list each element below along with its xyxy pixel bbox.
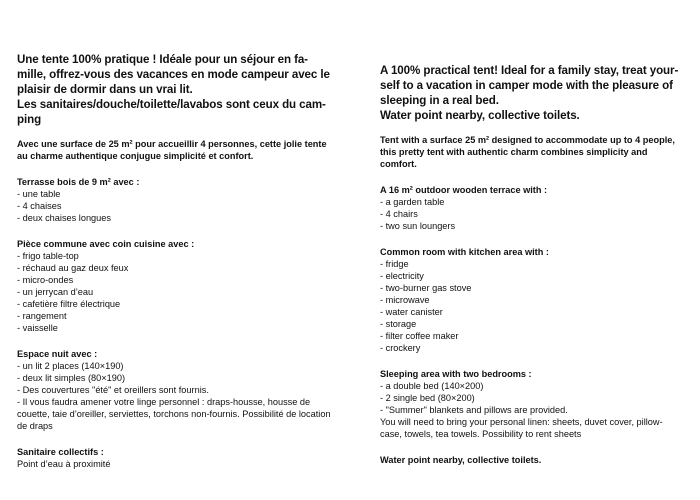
summary-en: Tent with a surface 25 m² designed to accommodate up to 4 people, this pretty tent with authentic charm combines simplicity and comfort.	[380, 135, 675, 169]
section-title: A 16 m² outdoor wooden terrace with :	[380, 185, 548, 195]
intro-line: ping	[17, 113, 42, 126]
list-item: - water canister	[380, 307, 443, 317]
intro-line: Une tente 100% pratique ! Idéale pour un séjour en fa-	[17, 53, 308, 66]
list-item: - deux lit simples (80×190)	[17, 373, 126, 383]
section-title: Pièce commune avec coin cuisine avec :	[17, 239, 195, 249]
list-item: - crockery	[380, 343, 421, 353]
list-item: - 4 chaises	[17, 201, 62, 211]
sleeping-list-en	[380, 380, 680, 416]
terrace-section-en	[380, 184, 680, 232]
list-item: - a double bed (140×200)	[380, 381, 484, 391]
intro-line: Les sanitaires/douche/toilette/lavabos sont ceux du cam-	[17, 98, 326, 111]
section-title: Terrasse bois de 9 m² avec :	[17, 177, 140, 187]
sleeping-section-en	[380, 368, 680, 440]
section-title: Espace nuit avec :	[17, 349, 98, 359]
terrace-list-fr	[17, 188, 339, 224]
list-item: - un lit 2 places (140×190)	[17, 361, 124, 371]
common-room-list-en	[380, 258, 680, 354]
intro-line: Water point nearby, collective toilets.	[380, 109, 580, 122]
section-title: Sleeping area with two bedrooms :	[380, 369, 532, 379]
list-item: - a garden table	[380, 197, 445, 207]
french-column	[17, 0, 339, 470]
list-item: - réchaud au gaz deux feux	[17, 263, 129, 273]
intro-line: self to a vacation in camper mode with the pleasure of	[380, 79, 673, 92]
sleeping-section-fr	[17, 348, 339, 432]
list-item: - two sun loungers	[380, 221, 456, 231]
list-item: - fridge	[380, 259, 409, 269]
intro-heading-en	[380, 63, 680, 123]
list-item: - 2 single bed (80×200)	[380, 393, 475, 403]
sleeping-list-fr	[17, 360, 339, 432]
list-item: - micro-ondes	[17, 275, 74, 285]
list-item: - cafetière filtre électrique	[17, 299, 121, 309]
summary-fr: Avec une surface de 25 m² pour accueillir 4 personnes, cette jolie tente au charme authentique conjugue simplicité et confort.	[17, 139, 327, 161]
section-title: Common room with kitchen area with :	[380, 247, 549, 257]
list-item: - electricity	[380, 271, 424, 281]
list-item: - rangement	[17, 311, 67, 321]
list-item: - un jerrycan d’eau	[17, 287, 94, 297]
list-item: - filter coffee maker	[380, 331, 459, 341]
linen-note-en: You will need to bring your personal linen: sheets, duvet cover, pillow-case, towels, tea towels. Possibility to rent sheets	[380, 417, 663, 439]
footer-note-en: Water point nearby, collective toilets.	[380, 455, 542, 465]
sanitary-section-fr	[17, 446, 339, 470]
list-item: - une table	[17, 189, 61, 199]
list-item: - deux chaises longues	[17, 213, 111, 223]
common-room-list-fr	[17, 250, 339, 334]
intro-line: A 100% practical tent! Ideal for a family stay, treat your-	[380, 64, 679, 77]
terrace-list-en	[380, 196, 680, 232]
list-item: - 4 chairs	[380, 209, 418, 219]
intro-line: mille, offrez-vous des vacances en mode campeur avec le	[17, 68, 330, 81]
footer-section-en	[380, 454, 680, 466]
intro-line: plaisir de dormir dans un vrai lit.	[17, 83, 193, 96]
list-item: - Des couvertures "été" et oreillers sont fournis.	[17, 385, 209, 395]
section-title: Sanitaire collectifs :	[17, 447, 104, 457]
list-item: - "Summer" blankets and pillows are provided.	[380, 405, 568, 415]
terrace-section-fr	[17, 176, 339, 224]
list-item: - Il vous faudra amener votre linge personnel : draps-housse, housse de couette, taie d’oreiller, serviettes, torchons non-fournis. Possibilité de location de draps	[17, 397, 331, 431]
common-room-section-fr	[17, 238, 339, 334]
list-item: - two-burner gas stove	[380, 283, 472, 293]
list-item: - storage	[380, 319, 417, 329]
english-column	[380, 0, 680, 466]
list-item: - vaisselle	[17, 323, 58, 333]
list-item: - microwave	[380, 295, 430, 305]
sanitary-text-fr: Point d’eau à proximité	[17, 459, 111, 469]
list-item: - frigo table-top	[17, 251, 79, 261]
common-room-section-en	[380, 246, 680, 354]
intro-line: sleeping in a real bed.	[380, 94, 499, 107]
intro-heading-fr	[17, 52, 339, 127]
